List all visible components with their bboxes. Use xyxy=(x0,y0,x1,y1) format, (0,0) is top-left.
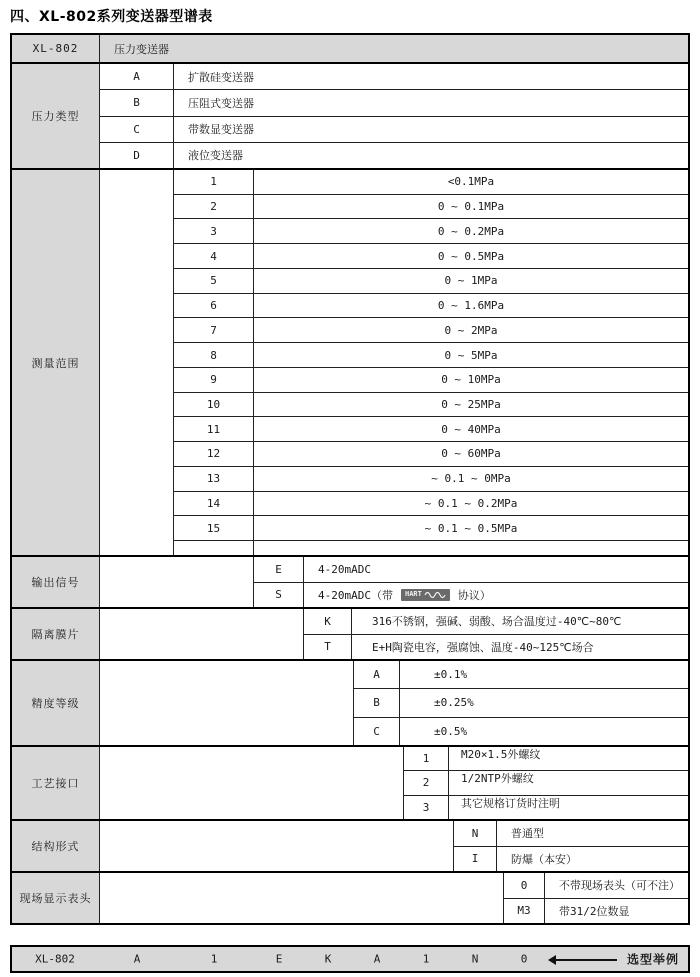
option-row xyxy=(174,491,688,516)
model-code-cell: XL-802 xyxy=(12,35,100,62)
example-code-display: 0 xyxy=(520,952,528,966)
section-pressure-type xyxy=(12,62,688,168)
option-row xyxy=(174,218,688,243)
option-desc: 普通型 xyxy=(511,827,544,841)
option-row xyxy=(174,317,688,342)
option-code: 2 xyxy=(404,771,449,794)
option-desc: 1/2NTP外螺纹 xyxy=(461,772,534,786)
option-code: 15 xyxy=(174,516,254,540)
option-row xyxy=(254,582,688,608)
option-row xyxy=(174,441,688,466)
option-desc: 带31/2位数显 xyxy=(559,904,630,918)
option-row xyxy=(254,557,688,582)
section-label: 压力类型 xyxy=(12,64,100,168)
table-header-row xyxy=(12,35,688,62)
selection-example-bar xyxy=(10,945,690,973)
section-field-display-head xyxy=(12,871,688,923)
option-code: 0 xyxy=(504,873,545,898)
option-row xyxy=(174,367,688,392)
option-row xyxy=(304,609,688,634)
option-desc: ±0.1% xyxy=(434,668,468,682)
section-label: 测量范围 xyxy=(12,170,100,555)
hart-wave-icon xyxy=(424,591,446,599)
option-row xyxy=(304,634,688,660)
option-code: A xyxy=(100,64,174,89)
option-desc: 0 ~ 40MPa xyxy=(441,422,501,436)
option-code: 2 xyxy=(174,195,254,219)
option-row xyxy=(100,89,688,115)
hart-label: HART xyxy=(404,590,422,599)
option-row xyxy=(354,688,688,716)
section-process-connection xyxy=(12,745,688,819)
option-desc: 0 ~ 25MPa xyxy=(441,397,501,411)
section-label: 现场显示表头 xyxy=(12,873,100,923)
option-desc: 液位变送器 xyxy=(188,149,243,163)
option-row xyxy=(404,770,688,794)
option-code: 14 xyxy=(174,492,254,516)
option-desc: ±0.25% xyxy=(434,696,474,710)
option-code: I xyxy=(454,847,497,872)
option-code: 9 xyxy=(174,368,254,392)
option-code: N xyxy=(454,821,497,846)
section-accuracy-class xyxy=(12,659,688,745)
option-row xyxy=(174,170,688,194)
option-row xyxy=(174,515,688,540)
option-desc: <0.1MPa xyxy=(447,175,495,189)
option-desc: 0 ~ 1MPa xyxy=(444,274,498,288)
indent-spacer xyxy=(100,873,504,923)
model-name-cell: 压力变送器 xyxy=(100,35,688,62)
example-code-accuracy: A xyxy=(373,952,381,966)
option-desc: M20×1.5外螺纹 xyxy=(461,748,541,761)
option-desc: 带数显变送器 xyxy=(188,123,254,137)
example-label: 选型举例 xyxy=(627,952,680,967)
option-code: 10 xyxy=(174,393,254,417)
option-code: D xyxy=(100,143,174,168)
indent-spacer xyxy=(100,821,454,871)
example-code-diaphragm: K xyxy=(324,952,332,966)
desc-suffix: 协议） xyxy=(457,588,491,602)
indent-spacer xyxy=(100,557,254,607)
section-label: 输出信号 xyxy=(12,557,100,607)
option-code: T xyxy=(304,635,352,660)
option-desc: ±0.5% xyxy=(434,724,468,738)
option-row xyxy=(404,795,688,819)
option-code: B xyxy=(354,689,400,716)
option-code: S xyxy=(254,583,304,608)
option-code: 8 xyxy=(174,343,254,367)
option-desc: 0 ~ 0.5MPa xyxy=(437,249,505,263)
option-code: E xyxy=(254,557,304,582)
example-code-output: E xyxy=(275,952,283,966)
option-desc: 316不锈钢，强碱、弱酸、场合温度过-40℃~80℃ xyxy=(372,615,622,629)
option-row xyxy=(174,243,688,268)
option-desc: 4-20mADC xyxy=(318,562,371,576)
option-row xyxy=(174,293,688,318)
option-desc: 0 ~ 2MPa xyxy=(444,323,498,337)
option-desc: ~ 0.1 ~ 0.2MPa xyxy=(424,496,518,510)
option-code: 12 xyxy=(174,442,254,466)
option-row xyxy=(174,392,688,417)
example-code-pressure-type: A xyxy=(133,952,141,966)
option-desc: ~ 0.1 ~ 0.5MPa xyxy=(424,521,518,535)
section-label: 精度等级 xyxy=(12,661,100,745)
option-desc: 0 ~ 0.1MPa xyxy=(437,200,505,214)
option-row xyxy=(504,898,688,924)
option-row xyxy=(454,821,688,846)
model-spectrum-table xyxy=(10,33,690,925)
option-code: M3 xyxy=(504,899,545,924)
option-row xyxy=(504,873,688,898)
desc-prefix: 4-20mADC（带 xyxy=(318,588,393,602)
option-row xyxy=(354,661,688,688)
option-desc: 0 ~ 1.6MPa xyxy=(437,299,505,313)
option-row xyxy=(174,466,688,491)
option-code: B xyxy=(100,90,174,115)
option-desc: 0 ~ 0.2MPa xyxy=(437,224,505,238)
option-desc: 其它规格订货时注明 xyxy=(461,796,560,810)
option-code: 1 xyxy=(174,170,254,194)
empty-row xyxy=(174,540,688,555)
section-label: 隔离膜片 xyxy=(12,609,100,659)
arrow-line xyxy=(555,959,617,961)
section-isolation-diaphragm xyxy=(12,607,688,659)
option-row xyxy=(404,747,688,770)
option-code: 5 xyxy=(174,269,254,293)
option-code: 3 xyxy=(404,796,449,819)
option-row xyxy=(100,142,688,168)
page-title: 四、XL-802系列变送器型谱表 xyxy=(10,9,213,25)
option-desc: ~ 0.1 ~ 0MPa xyxy=(431,472,511,486)
option-desc: 0 ~ 10MPa xyxy=(441,373,501,387)
option-row xyxy=(174,268,688,293)
option-code: 3 xyxy=(174,219,254,243)
example-code-structure: N xyxy=(471,952,479,966)
option-row xyxy=(174,194,688,219)
option-desc: 压阻式变送器 xyxy=(188,96,254,110)
option-desc: 0 ~ 60MPa xyxy=(441,447,501,461)
option-row xyxy=(454,846,688,872)
option-desc: 0 ~ 5MPa xyxy=(444,348,498,362)
example-code-connection: 1 xyxy=(422,952,430,966)
option-row xyxy=(100,64,688,89)
option-code: 6 xyxy=(174,294,254,318)
option-code: 4 xyxy=(174,244,254,268)
option-row xyxy=(354,717,688,745)
section-label: 工艺接口 xyxy=(12,747,100,819)
option-desc: 防爆（本安） xyxy=(511,852,577,866)
section-structure-form xyxy=(12,819,688,871)
option-code: K xyxy=(304,609,352,634)
section-output-signal xyxy=(12,555,688,607)
section-label: 结构形式 xyxy=(12,821,100,871)
option-desc xyxy=(254,541,688,555)
option-code: 11 xyxy=(174,417,254,441)
option-row xyxy=(100,116,688,142)
option-code: A xyxy=(354,661,400,688)
option-desc: E+H陶瓷电容，强腐蚀、温度-40~125℃场合 xyxy=(372,640,594,654)
option-desc: 扩散硅变送器 xyxy=(188,70,254,84)
option-code: 7 xyxy=(174,318,254,342)
option-code xyxy=(174,541,254,555)
option-code: 13 xyxy=(174,467,254,491)
option-row xyxy=(174,342,688,367)
indent-spacer xyxy=(100,661,354,745)
indent-spacer xyxy=(100,170,174,555)
option-desc: 不带现场表头（可不注） xyxy=(559,879,680,893)
indent-spacer xyxy=(100,747,404,819)
option-code: C xyxy=(100,117,174,142)
option-row xyxy=(174,416,688,441)
option-desc xyxy=(304,583,688,608)
option-code: 1 xyxy=(404,747,449,770)
indent-spacer xyxy=(100,609,304,659)
option-code: C xyxy=(354,718,400,745)
hart-protocol-badge xyxy=(401,589,450,601)
example-code-range: 1 xyxy=(210,952,218,966)
example-code-model: XL-802 xyxy=(35,952,75,966)
section-measurement-range xyxy=(12,168,688,555)
